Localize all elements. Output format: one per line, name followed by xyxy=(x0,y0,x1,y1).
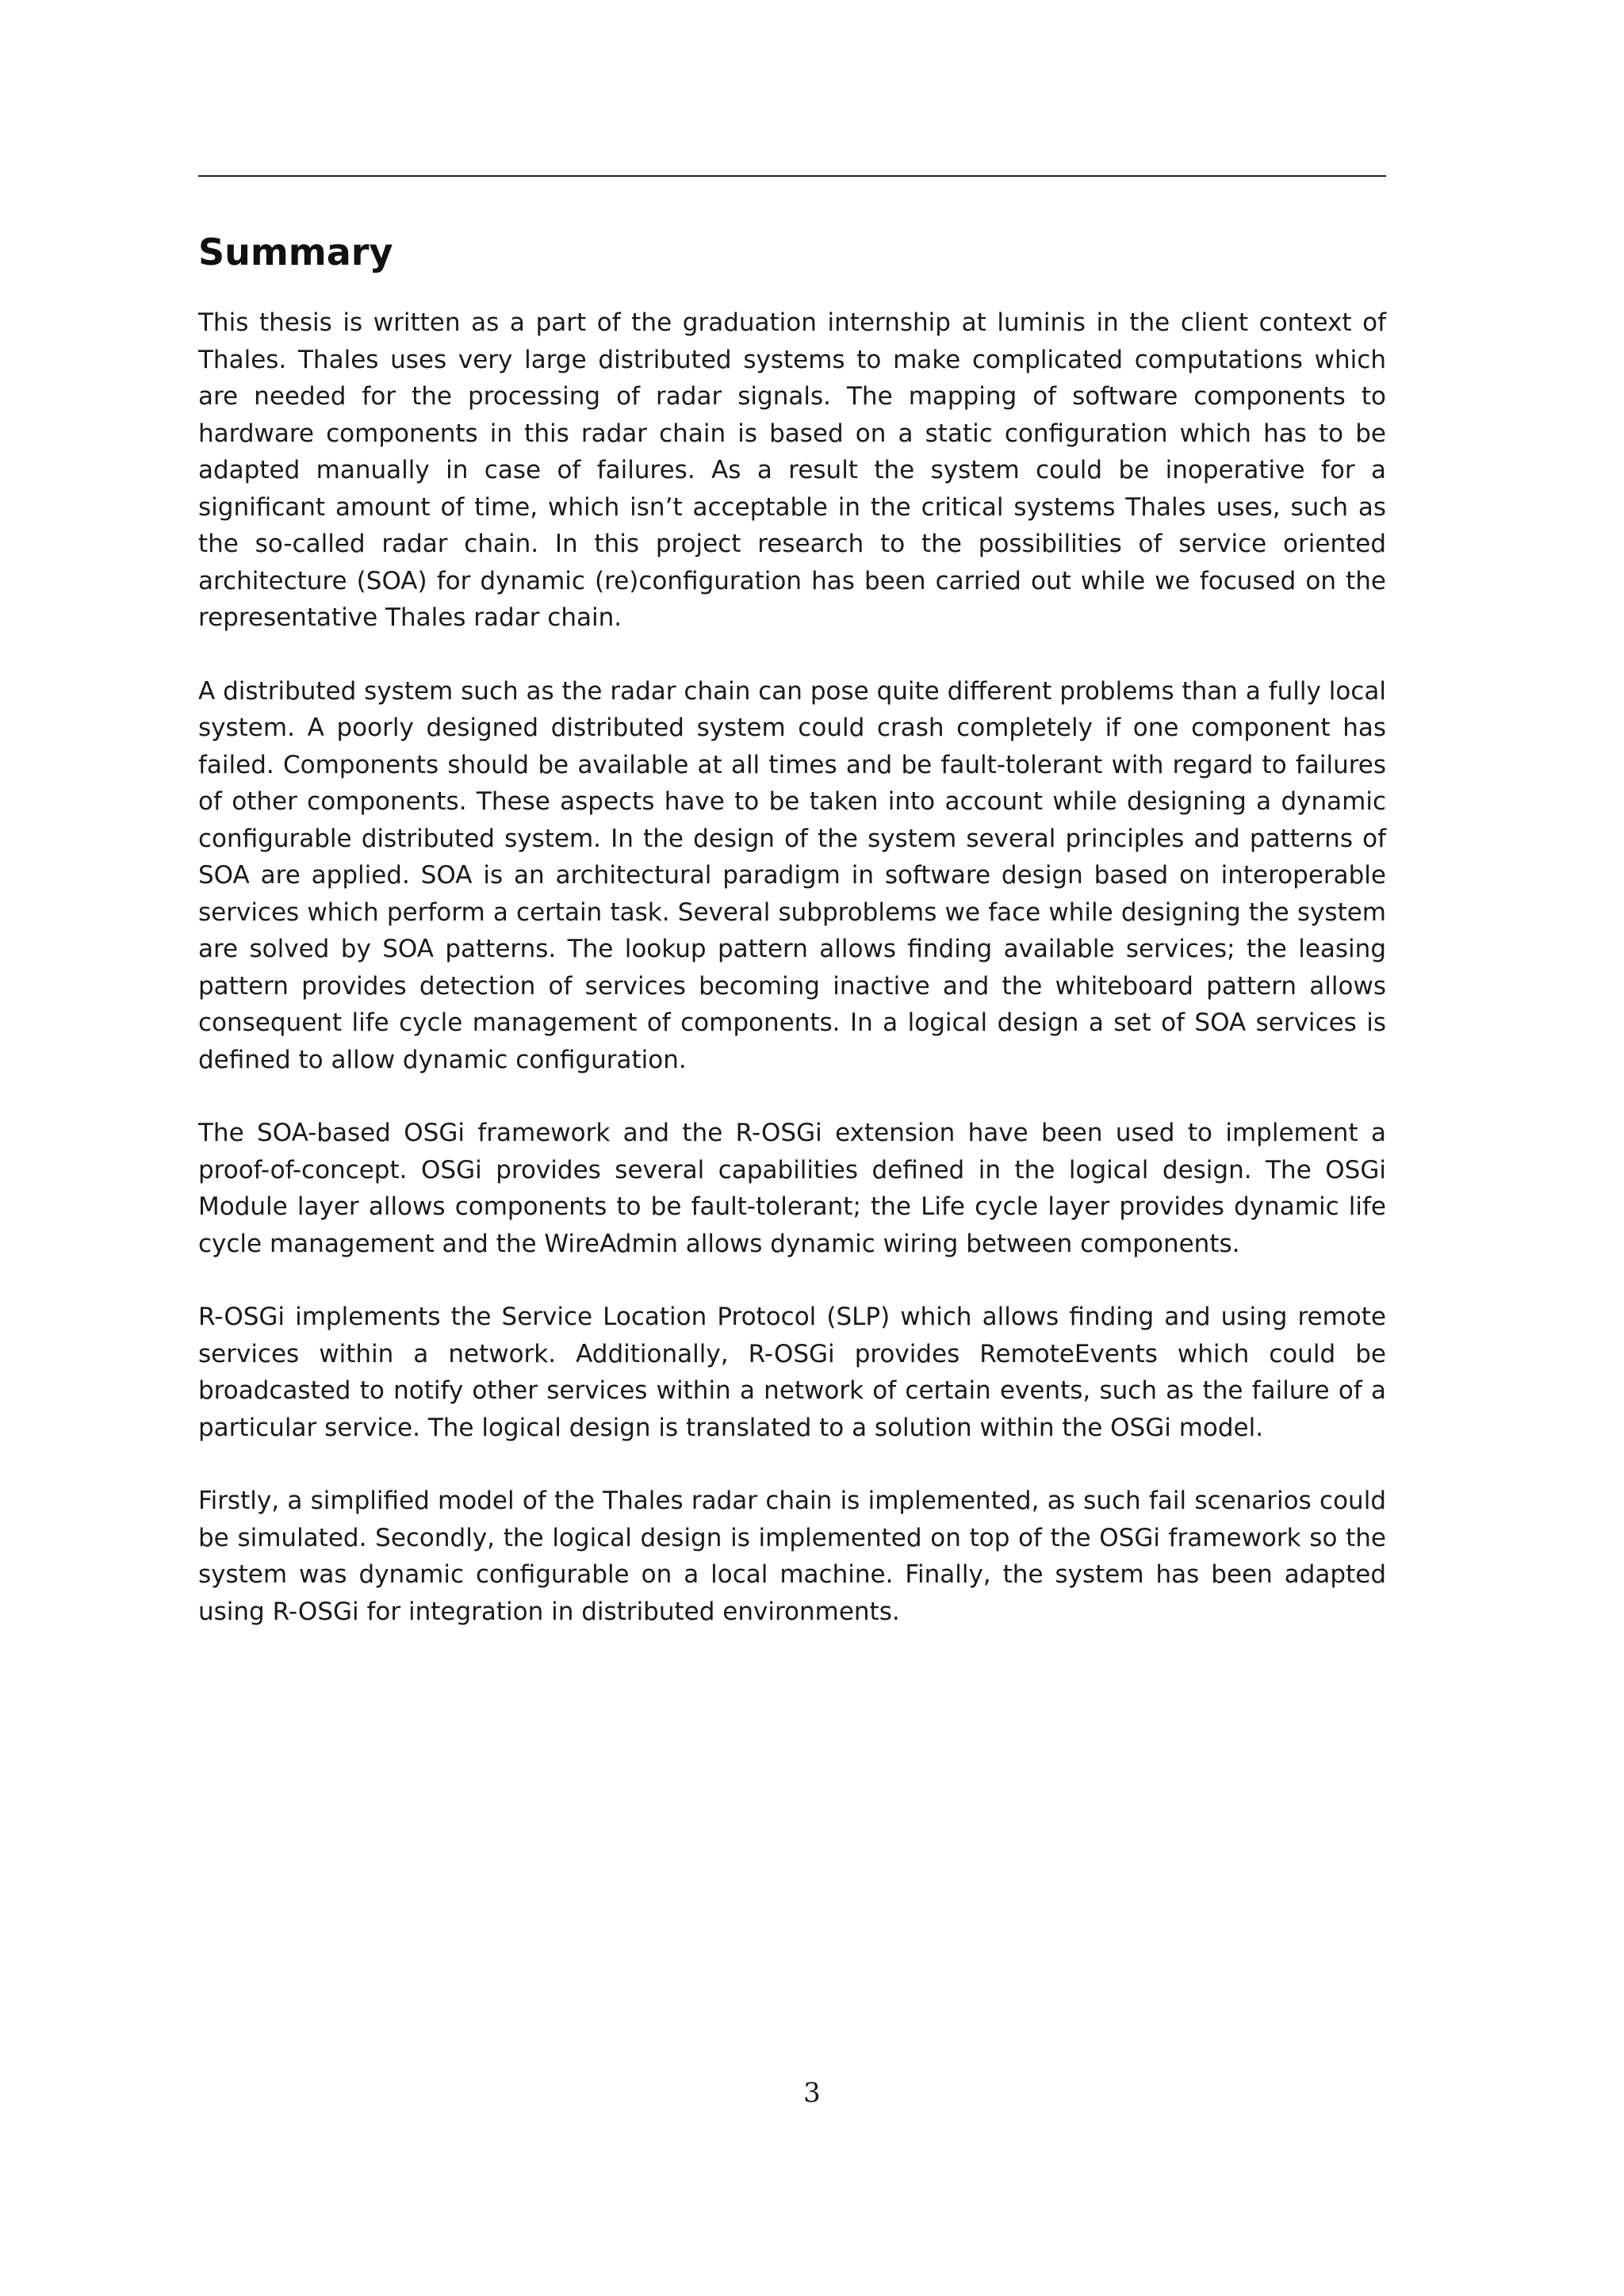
paragraph-conclusion: Firstly, a simplified model of the Thales radar chain is implemented, as such fail scenarios could be simulated. Secondly, the logical design is implemented on top of the OSGi framework so the system was dynamic configurable on a local machine. Finally, the system has been adapted using R-OSGi for integration in distributed environments. xyxy=(198,1487,1386,1626)
paragraph-osgi: The SOA-based OSGi framework and the R-OSGi extension have been used to implement a proof-of-concept. OSGi provides several capabilities defined in the logical design. The OSGi Module layer allows components to be fault-tolerant; the Life cycle layer provides dynamic life cycle management and the WireAdmin allows dynamic wiring between components. xyxy=(198,1119,1386,1258)
page-content xyxy=(198,230,1386,1667)
paragraph-r-osgi: R-OSGi implements the Service Location Protocol (SLP) which allows finding and using remote services within a network. Additionally, R-OSGi provides RemoteEvents which could be broadcasted to notify other services within a network of certain events, such as the failure of a particular service. The logical design is translated to a solution within the OSGi model. xyxy=(198,1303,1386,1442)
section-title: Summary xyxy=(198,231,393,274)
paragraph-intro: This thesis is written as a part of the graduation internship at luminis in the client context of Thales. Thales uses very large distributed systems to make complicated computations which are needed for the processing of radar signals. The mapping of software components to hardware components in this radar chain is based on a static configuration which has to be adapted manually in case of failures. As a result the system could be inoperative for a significant amount of time, which isn’t acceptable in the critical systems Thales uses, such as the so-called radar chain. In this project research to the possibilities of service oriented architecture (SOA) for dynamic (re)configuration has been carried out while we focused on the representative Thales radar chain. xyxy=(198,308,1386,632)
page-number: 3 xyxy=(803,2077,821,2109)
paragraph-distributed-system: A distributed system such as the radar chain can pose quite different problems than a fully local system. A poorly designed distributed system could crash completely if one component has failed. Components should be available at all times and be fault-tolerant with regard to failures of other components. These aspects have to be taken into account while designing a dynamic configurable distributed system. In the design of the system several principles and patterns of SOA are applied. SOA is an architectural paradigm in software design based on interoperable services which perform a certain task. Several subproblems we face while designing the system are solved by SOA patterns. The lookup pattern allows finding available services; the leasing pattern provides detection of services becoming inactive and the whiteboard pattern allows consequent life cycle management of components. In a logical design a set of SOA services is defined to allow dynamic configuration. xyxy=(198,676,1386,1074)
header-rule xyxy=(198,175,1386,177)
